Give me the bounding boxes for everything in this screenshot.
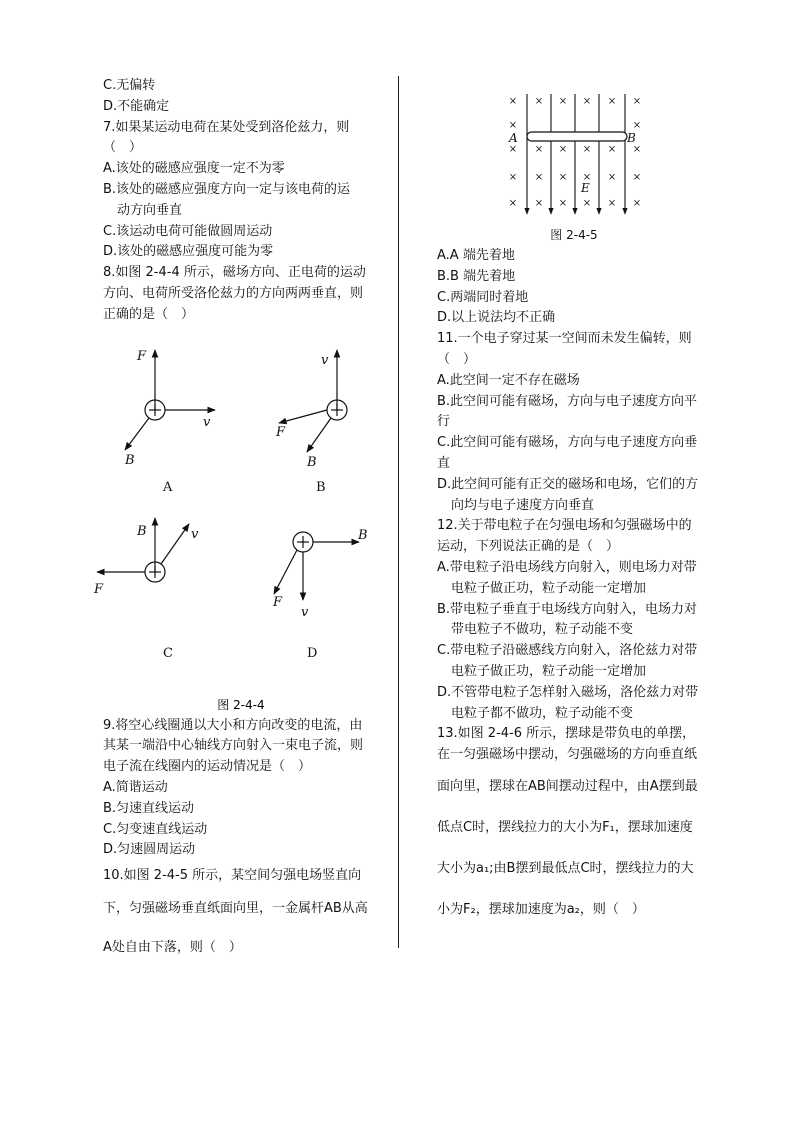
q10-option-d: D.以上说法均不正确 [437,310,556,326]
q7-stem-line1: 7.如果某运动电荷在某处受到洛伦兹力，则 [103,119,350,135]
field-mark: × [582,144,592,155]
panel-b-diagram [279,350,347,452]
panel-a-label-b: B [125,452,135,468]
field-mark: × [508,198,518,209]
field-mark: × [632,96,642,107]
panel-b-caption: B [316,479,326,495]
q12-option-d-cont: 电粒子都不做功，粒子动能不变 [451,705,634,721]
q8-stem-line2: 方向、电荷所受洛伦兹力的方向两两垂直，则 [103,285,364,301]
field-mark: × [558,144,568,155]
panel-c-caption: C [163,645,173,661]
figure-2-4-4 [94,346,388,716]
q11-stem-line2: （ ） [437,351,477,367]
q12-stem-line1: 12.关于带电粒子在匀强电场和匀强磁场中的 [437,518,692,534]
panel-c-label-b: B [137,523,147,539]
q12-option-c-cont: 电粒子做正功，粒子动能一定增加 [451,663,647,679]
q12-stem-line2: 运动，下列说法正确的是（ ） [437,539,620,555]
q13-stem-line5: 大小为a₁;由B摆到最低点C时，摆线拉力的大 [437,860,694,876]
q11-option-b: B.此空间可能有磁场，方向与电子速度方向平 [437,393,698,409]
field-mark: × [508,144,518,155]
field-mark: × [534,144,544,155]
q7-option-a: A.该处的磁感应强度一定不为零 [103,161,285,177]
q12-option-a: A.带电粒子沿电场线方向射入，则电场力对带 [437,559,697,575]
q12-option-c: C.带电粒子沿磁感线方向射入，洛伦兹力对带 [437,643,698,659]
q10-stem-line2: 下，匀强磁场垂直纸面向里，一金属杆AB从高 [103,901,368,917]
q7-option-b: B.该处的磁感应强度方向一定与该电荷的运 [103,181,351,197]
right-column [437,76,722,930]
q6-option-c: C.无偏转 [103,78,156,93]
q9-stem-line3: 电子流在线圈内的运动情况是（ ） [103,759,312,775]
q9-stem-line2: 其某一端沿中心轴线方向射入一束电子流，则 [103,738,364,754]
field-mark: × [534,172,544,183]
field-mark: × [582,172,592,183]
q10-stem-line3: A处自由下落，则（ ） [103,940,242,956]
panel-d-label-b: B [358,527,368,543]
rod-end-b-label: B [627,131,636,145]
q12-option-a-cont: 电粒子做正功，粒子动能一定增加 [451,580,647,596]
q9-option-b: B.匀速直线运动 [103,800,195,816]
panel-a-label-v: v [203,414,211,430]
q6-option-d: D.不能确定 [103,98,170,114]
q7-option-b-cont: 动方向垂直 [117,202,183,218]
q13-stem-line2: 在一匀强磁场中摆动，匀强磁场的方向垂直纸 [437,747,698,763]
rod-end-a-label: A [509,131,518,145]
panel-b-label-f: F [276,424,286,440]
panel-d-caption: D [307,645,318,661]
field-mark: × [508,120,518,131]
q9-option-d: D.匀速圆周运动 [103,842,196,858]
field-mark: × [558,96,568,107]
field-mark: × [582,96,592,107]
field-mark: × [508,96,518,107]
q13-stem-line6: 小为F₂，摆球加速度为a₂，则（ ） [437,901,645,917]
q11-option-a: A.此空间一定不存在磁场 [437,372,580,388]
q12-option-d: D.不管带电粒子怎样射入磁场，洛伦兹力对带 [437,684,699,700]
field-mark: × [558,172,568,183]
field-mark: × [558,198,568,209]
q10-stem-line1: 10.如图 2-4-5 所示，某空间匀强电场竖直向 [103,868,362,884]
field-mark: × [632,120,642,131]
panel-a-caption: A [163,479,173,495]
panel-d-diagram [274,532,359,600]
q11-option-b-cont: 行 [437,414,451,430]
left-column [94,76,388,969]
q12-option-b: B.带电粒子垂直于电场线方向射入，电场力对 [437,601,698,617]
q7-option-c: C.该运动电荷可能做圆周运动 [103,223,273,239]
q9-option-a: A.简谐运动 [103,779,168,795]
panel-a-diagram [125,350,215,450]
q12-option-b-cont: 带电粒子不做功，粒子动能不变 [451,622,634,638]
field-mark: × [607,96,617,107]
q7-option-d: D.该处的磁感应强度可能为零 [103,244,274,260]
panel-a-label-f: F [137,348,147,364]
figure-2-4-4-caption: 图 2-4-4 [217,697,265,712]
panel-b-label-v: v [321,352,329,368]
figure-2-4-5-caption: 图 2-4-5 [550,228,598,242]
field-mark: × [607,172,617,183]
field-mark: × [534,96,544,107]
field-mark: × [632,198,642,209]
q13-stem-line3: 面向里，摆球在AB间摆动过程中，由A摆到最 [437,778,698,794]
q10-option-a: A.A 端先着地 [437,248,515,263]
q10-option-b: B.B 端先着地 [437,268,516,284]
metal-rod-ab [527,132,627,141]
field-mark: × [534,198,544,209]
panel-b-label-b: B [307,454,317,470]
q11-option-d-cont: 向均与电子速度方向垂直 [451,497,595,513]
panel-d-label-f: F [273,594,283,610]
q8-stem-line1: 8.如图 2-4-4 所示，磁场方向、正电荷的运动 [103,265,366,281]
field-mark: × [582,198,592,209]
panel-d-label-v: v [301,604,309,620]
q13-stem-line4: 低点C时，摆线拉力的大小为F₁，摆球加速度 [437,819,693,835]
q13-stem-line1: 13.如图 2-4-6 所示，摆球是带负电的单摆， [437,726,696,742]
q11-stem-line1: 11.一个电子穿过某一空间而未发生偏转，则 [437,331,692,347]
q11-option-d: D.此空间可能有正交的磁场和电场，它们的方 [437,476,699,492]
q9-option-c: C.匀变速直线运动 [103,821,208,837]
panel-c-label-v: v [191,526,199,542]
q11-option-c-cont: 直 [437,455,451,471]
field-mark: × [607,144,617,155]
field-mark: × [508,172,518,183]
q11-option-c: C.此空间可能有磁场，方向与电子速度方向垂 [437,435,698,451]
figure-2-4-5 [437,76,722,246]
field-mark: × [632,144,642,155]
field-mark: × [632,172,642,183]
electric-field-label: E [581,181,590,195]
q9-stem-line1: 9.将空心线圈通以大小和方向改变的电流，由 [103,717,363,733]
q7-stem-line2: （ ） [103,140,143,156]
q10-option-c: C.两端同时着地 [437,289,529,305]
field-mark: × [607,198,617,209]
panel-c-label-f: F [94,581,104,597]
q8-stem-line3: 正确的是（ ） [103,306,195,322]
column-divider [398,76,399,948]
